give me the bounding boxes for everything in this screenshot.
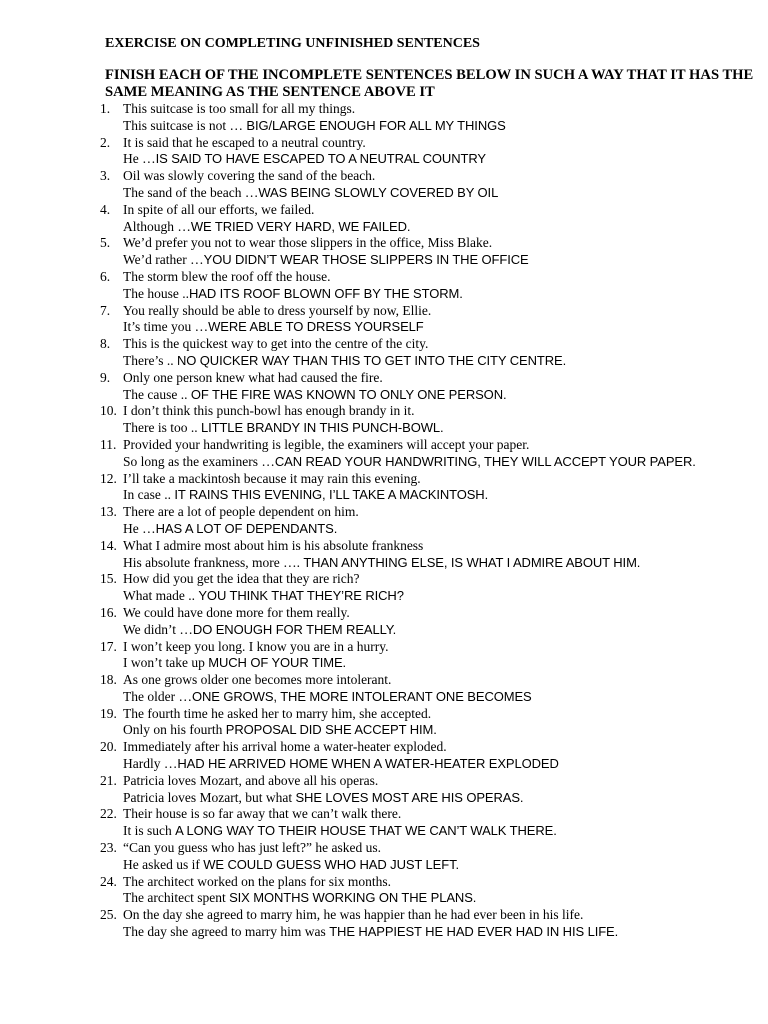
rewritten-sentence <box>123 252 750 269</box>
sentence-stem: His absolute frankness, more …. <box>123 554 304 570</box>
rewritten-sentence <box>123 622 750 639</box>
exercise-item <box>100 907 750 941</box>
sentence-stem: It’s time you … <box>123 319 209 335</box>
completion-answer: SHE LOVES MOST ARE HIS OPERAS. <box>295 789 524 805</box>
item-number: 7. <box>100 302 111 318</box>
item-number: 9. <box>100 369 111 385</box>
exercise-item <box>100 773 750 807</box>
sentence-stem: There’s .. <box>123 352 177 368</box>
completion-answer: WE COULD GUESS WHO HAD JUST LEFT. <box>203 856 460 872</box>
sentence-stem: In case .. <box>123 487 175 503</box>
sentence-stem: Patricia loves Mozart, but what <box>123 789 296 805</box>
original-sentence: What I admire most about him is his absolute frankness <box>123 537 424 553</box>
exercise-item <box>100 605 750 639</box>
original-sentence: The architect worked on the plans for six months. <box>123 873 392 889</box>
completion-answer: CAN READ YOUR HANDWRITING, THEY WILL ACCEPT YOUR PAPER. <box>274 453 696 469</box>
sentence-stem: He … <box>123 520 156 536</box>
exercise-item <box>100 101 750 135</box>
sentence-stem: The cause .. <box>123 386 191 402</box>
completion-answer: MUCH OF YOUR TIME. <box>208 655 347 671</box>
rewritten-sentence <box>123 588 750 605</box>
rewritten-sentence <box>123 722 750 739</box>
exercise-item <box>100 336 750 370</box>
document-title: EXERCISE ON COMPLETING UNFINISHED SENTENCES <box>105 36 480 51</box>
original-sentence: On the day she agreed to marry him, he was happier than he had ever been in his life. <box>123 907 584 923</box>
item-number: 20. <box>100 739 117 755</box>
exercise-item <box>100 571 750 605</box>
completion-answer: LITTLE BRANDY IN THIS PUNCH-BOWL. <box>200 420 444 436</box>
item-number: 2. <box>100 134 111 150</box>
rewritten-sentence <box>123 756 750 773</box>
completion-answer: THAN ANYTHING ELSE, IS WHAT I ADMIRE ABOUT HIM. <box>303 554 641 570</box>
exercise-item <box>100 235 750 269</box>
item-number: 21. <box>100 772 117 788</box>
sentence-stem: He asked us if <box>123 856 204 872</box>
completion-answer: HAD HE ARRIVED HOME WHEN A WATER-HEATER EXPLODED <box>177 756 559 772</box>
item-number: 5. <box>100 235 111 251</box>
completion-answer: DO ENOUGH FOR THEM REALLY. <box>192 621 397 637</box>
sentence-stem: There is too .. <box>123 420 201 436</box>
rewritten-sentence <box>123 420 750 437</box>
sentence-stem: This suitcase is not … <box>123 117 247 133</box>
exercise-item <box>100 370 750 404</box>
rewritten-sentence <box>123 655 750 672</box>
sentence-stem: The day she agreed to marry him was <box>123 924 330 940</box>
completion-answer: NO QUICKER WAY THAN THIS TO GET INTO THE CITY CENTRE. <box>176 352 567 368</box>
sentence-stem: We’d rather … <box>123 252 204 268</box>
original-sentence: We could have done more for them really. <box>123 604 350 620</box>
rewritten-sentence <box>123 151 750 168</box>
original-sentence: Their house is so far away that we can’t walk there. <box>123 806 402 822</box>
rewritten-sentence <box>123 555 750 572</box>
original-sentence: Immediately after his arrival home a water-heater exploded. <box>123 739 447 755</box>
completion-answer: WE TRIED VERY HARD, WE FAILED. <box>190 218 411 234</box>
original-sentence: This is the quickest way to get into the centre of the city. <box>123 336 429 352</box>
completion-answer: OF THE FIRE WAS KNOWN TO ONLY ONE PERSON. <box>190 386 507 402</box>
instruction-heading: FINISH EACH OF THE INCOMPLETE SENTENCES BELOW IN SUCH A WAY THAT IT HAS THE SAME MEANING AS THE SENTENCE ABOVE IT <box>105 67 754 100</box>
exercise-item <box>100 639 750 673</box>
rewritten-sentence <box>123 219 750 236</box>
completion-answer: THE HAPPIEST HE HAD EVER HAD IN HIS LIFE. <box>329 924 619 940</box>
item-number: 16. <box>100 604 117 620</box>
item-number: 6. <box>100 268 111 284</box>
sentence-stem: Although … <box>123 218 191 234</box>
rewritten-sentence <box>123 823 750 840</box>
item-number: 4. <box>100 201 111 217</box>
sentence-stem: I won’t take up <box>123 655 209 671</box>
exercise-item <box>100 437 750 471</box>
item-number: 22. <box>100 806 117 822</box>
original-sentence: Oil was slowly covering the sand of the beach. <box>123 168 376 184</box>
sentence-stem: Hardly … <box>123 756 178 772</box>
original-sentence: Patricia loves Mozart, and above all his operas. <box>123 772 379 788</box>
item-number: 1. <box>100 101 111 116</box>
original-sentence: I won’t keep you long. I know you are in a hurry. <box>123 638 389 654</box>
sentence-stem: The architect spent <box>123 890 230 906</box>
completion-answer: IS SAID TO HAVE ESCAPED TO A NEUTRAL COUNTRY <box>155 151 486 167</box>
original-sentence: As one grows older one becomes more intolerant. <box>123 672 392 688</box>
completion-answer: BIG/LARGE ENOUGH FOR ALL MY THINGS <box>246 117 506 133</box>
completion-answer: YOU THINK THAT THEY’RE RICH? <box>198 588 404 604</box>
original-sentence: We’d prefer you not to wear those slippers in the office, Miss Blake. <box>123 235 493 251</box>
exercise-item <box>100 202 750 236</box>
exercise-item <box>100 504 750 538</box>
exercise-item <box>100 403 750 437</box>
original-sentence: I’ll take a mackintosh because it may rain this evening. <box>123 470 421 486</box>
exercise-item <box>100 168 750 202</box>
completion-answer: HAD ITS ROOF BLOWN OFF BY THE STORM. <box>188 285 463 301</box>
rewritten-sentence <box>123 487 750 504</box>
sentence-stem: He … <box>123 151 156 167</box>
item-number: 14. <box>100 537 117 553</box>
original-sentence: I don’t think this punch-bowl has enough brandy in it. <box>123 403 415 419</box>
rewritten-sentence <box>123 286 750 303</box>
original-sentence: Provided your handwriting is legible, the examiners will accept your paper. <box>123 436 530 452</box>
sentence-stem: The older … <box>123 688 192 704</box>
rewritten-sentence <box>123 319 750 336</box>
exercise-item <box>100 135 750 169</box>
original-sentence: You really should be able to dress yourself by now, Ellie. <box>123 302 432 318</box>
rewritten-sentence <box>123 790 750 807</box>
rewritten-sentence <box>123 454 750 471</box>
original-sentence: The fourth time he asked her to marry him, she accepted. <box>123 705 432 721</box>
rewritten-sentence <box>123 521 750 538</box>
exercise-item <box>100 303 750 337</box>
item-number: 10. <box>100 403 117 419</box>
exercise-item <box>100 806 750 840</box>
item-number: 24. <box>100 873 117 889</box>
rewritten-sentence <box>123 118 750 135</box>
original-sentence: Only one person knew what had caused the fire. <box>123 369 383 385</box>
completion-answer: ONE GROWS, THE MORE INTOLERANT ONE BECOMES <box>191 688 532 704</box>
original-sentence: In spite of all our efforts, we failed. <box>123 201 315 217</box>
sentence-stem: Only on his fourth <box>123 722 226 738</box>
completion-answer: WAS BEING SLOWLY COVERED BY OIL <box>258 184 499 200</box>
rewritten-sentence <box>123 387 750 404</box>
item-number: 13. <box>100 504 117 520</box>
sentence-stem: The house .. <box>123 285 189 301</box>
rewritten-sentence <box>123 890 750 907</box>
exercise-item <box>100 874 750 908</box>
sentence-stem: What made .. <box>123 588 199 604</box>
exercise-item <box>100 269 750 303</box>
item-number: 11. <box>100 436 117 452</box>
item-number: 3. <box>100 168 111 184</box>
sentence-stem: The sand of the beach … <box>123 184 259 200</box>
original-sentence: This suitcase is too small for all my things. <box>123 101 356 116</box>
completion-answer: PROPOSAL DID SHE ACCEPT HIM. <box>225 722 437 738</box>
item-number: 8. <box>100 336 111 352</box>
exercise-item <box>100 538 750 572</box>
original-sentence: The storm blew the roof off the house. <box>123 268 331 284</box>
item-number: 25. <box>100 907 117 923</box>
item-number: 17. <box>100 638 117 654</box>
completion-answer: WERE ABLE TO DRESS YOURSELF <box>208 319 424 335</box>
rewritten-sentence <box>123 924 750 941</box>
rewritten-sentence <box>123 353 750 370</box>
sentence-stem: It is such <box>123 823 176 839</box>
exercise-item <box>100 471 750 505</box>
item-number: 19. <box>100 705 117 721</box>
item-number: 15. <box>100 571 117 587</box>
exercise-list <box>100 101 750 941</box>
exercise-item <box>100 739 750 773</box>
rewritten-sentence <box>123 689 750 706</box>
sentence-stem: So long as the examiners … <box>123 453 275 469</box>
original-sentence: “Can you guess who has just left?” he asked us. <box>123 840 381 856</box>
exercise-item <box>100 706 750 740</box>
exercise-item <box>100 840 750 874</box>
rewritten-sentence <box>123 185 750 202</box>
rewritten-sentence <box>123 857 750 874</box>
exercise-item <box>100 672 750 706</box>
completion-answer: HAS A LOT OF DEPENDANTS. <box>155 520 338 536</box>
item-number: 23. <box>100 840 117 856</box>
completion-answer: IT RAINS THIS EVENING, I’LL TAKE A MACKINTOSH. <box>174 487 489 503</box>
completion-answer: YOU DIDN’T WEAR THOSE SLIPPERS IN THE OFFICE <box>203 252 529 268</box>
completion-answer: SIX MONTHS WORKING ON THE PLANS. <box>229 890 477 906</box>
original-sentence: It is said that he escaped to a neutral country. <box>123 134 366 150</box>
item-number: 18. <box>100 672 117 688</box>
completion-answer: A LONG WAY TO THEIR HOUSE THAT WE CAN’T WALK THERE. <box>175 823 557 839</box>
sentence-stem: We didn’t … <box>123 621 193 637</box>
original-sentence: How did you get the idea that they are rich? <box>123 571 360 587</box>
original-sentence: There are a lot of people dependent on him. <box>123 504 359 520</box>
item-number: 12. <box>100 470 117 486</box>
